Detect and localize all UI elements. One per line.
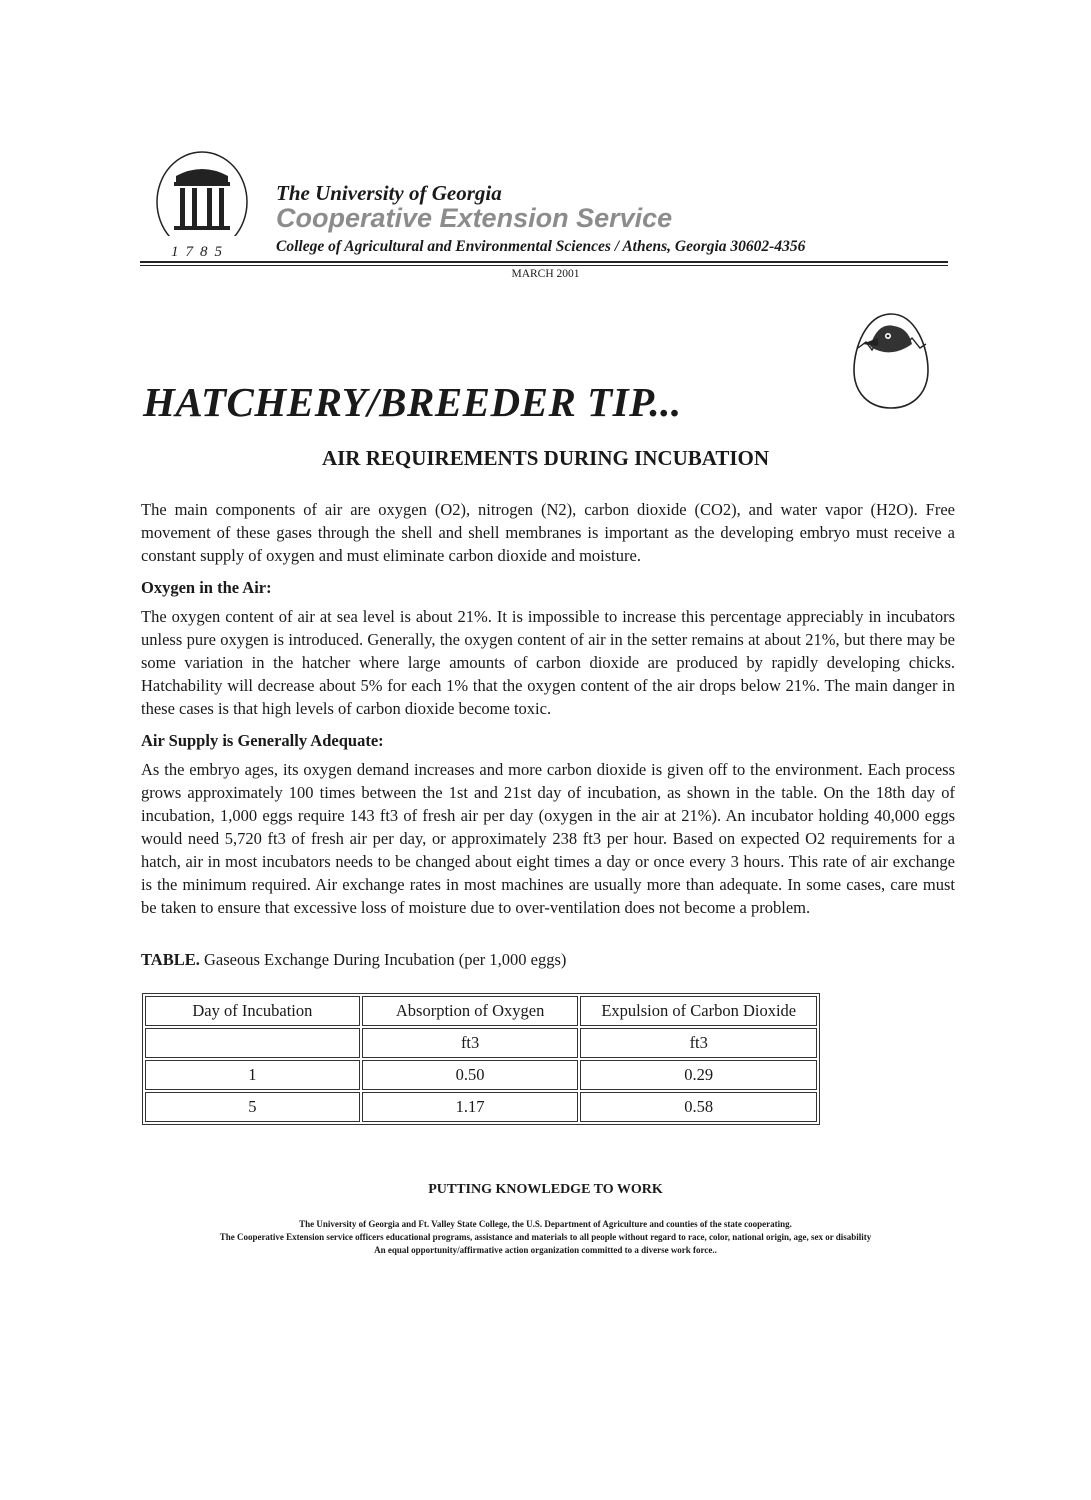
table-row [145, 1092, 817, 1122]
table-cell: 0.50 [362, 1060, 579, 1090]
table-cell: 5 [145, 1092, 360, 1122]
table-cell: 0.29 [580, 1060, 817, 1090]
table-caption [141, 950, 566, 970]
intro-paragraph: The main components of air are oxygen (O2), nitrogen (N2), carbon dioxide (CO2), and water vapor (H2O). Free movement of these gases through the shell and shell membranes is important as the developing embryo must receive a constant supply of oxygen and must eliminate carbon dioxide and moisture. [141, 500, 955, 565]
page-title: HATCHERY/BREEDER TIP... [143, 379, 682, 425]
unit-cell: ft3 [362, 1028, 579, 1058]
footer-line: The Cooperative Extension service officers educational programs, assistance and materials to all people without regard to race, color, national origin, age, sex or disability [219, 1232, 872, 1242]
gas-exchange-table [142, 993, 820, 1125]
oxygen-paragraph: The oxygen content of air at sea level is about 21%. It is impossible to increase this percentage appreciably in incubators unless pure oxygen is introduced. Generally, the oxygen content of air in the setter remains at about 21%, but there may be some variation in the hatcher where large amounts of carbon dioxide are produced by rapidly developing chicks. Hatchability will decrease about 5% for each 1% that the oxygen content of the air drops below 21%. The main danger in these cases is that high levels of carbon dioxide become toxic. [141, 607, 955, 718]
table-row [145, 1060, 817, 1090]
hatching-egg-icon [848, 308, 934, 412]
section-heading-air-supply: Air Supply is Generally Adequate: [141, 731, 384, 750]
university-name: The University of Georgia [276, 181, 502, 205]
table-cell: 1.17 [362, 1092, 579, 1122]
article-subtitle: AIR REQUIREMENTS DURING INCUBATION [321, 446, 770, 470]
header-rule [140, 261, 948, 263]
table-caption-text: Gaseous Exchange During Incubation (per 1,000 eggs) [203, 950, 567, 969]
table-caption-label: TABLE. [141, 950, 200, 969]
column-header: Day of Incubation [145, 996, 360, 1026]
column-header: Absorption of Oxygen [362, 996, 579, 1026]
unit-cell: ft3 [580, 1028, 817, 1058]
table-cell: 1 [145, 1060, 360, 1090]
footer-line: An equal opportunity/affirmative action organization committed to a diverse work force.. [374, 1245, 717, 1255]
university-arch-seal-logo [152, 146, 262, 262]
college-address: College of Agricultural and Environmental Sciences / Athens, Georgia 30602-4356 [276, 238, 806, 255]
service-name: Cooperative Extension Service [276, 203, 673, 233]
column-header: Expulsion of Carbon Dioxide [580, 996, 817, 1026]
air-supply-paragraph: As the embryo ages, its oxygen demand increases and more carbon dioxide is given off to the environment. Each process grows approximately 100 times between the 1st and 21st day of incubation, as shown in the table. On the 18th day of incubation, 1,000 eggs require 143 ft3 of fresh air per day (oxygen in the air at 21%). An incubator holding 40,000 eggs would need 5,720 ft3 of fresh air per day, or approximately 238 ft3 per hour. Based on expected O2 requirements for a hatch, air in most incubators needs to be changed about eight times a day or once every 3 hours. This rate of air exchange is the minimum required. Air exchange rates in most machines are usually more than adequate. In some cases, care must be taken to ensure that excessive loss of moisture due to over-ventilation does not become a problem. [141, 760, 955, 917]
section-heading-oxygen: Oxygen in the Air: [141, 578, 272, 597]
seal-year: 1785 [171, 244, 229, 260]
unit-cell [145, 1028, 360, 1058]
table-units-row [145, 1028, 817, 1058]
header-rule-thin [140, 265, 948, 266]
footer-line: The University of Georgia and Ft. Valley State College, the U.S. Department of Agriculture and counties of the state cooperating. [299, 1219, 792, 1229]
footer-motto: PUTTING KNOWLEDGE TO WORK [428, 1182, 663, 1197]
table-cell: 0.58 [580, 1092, 817, 1122]
issue-date: MARCH 2001 [511, 268, 580, 280]
table-header-row [145, 996, 817, 1026]
